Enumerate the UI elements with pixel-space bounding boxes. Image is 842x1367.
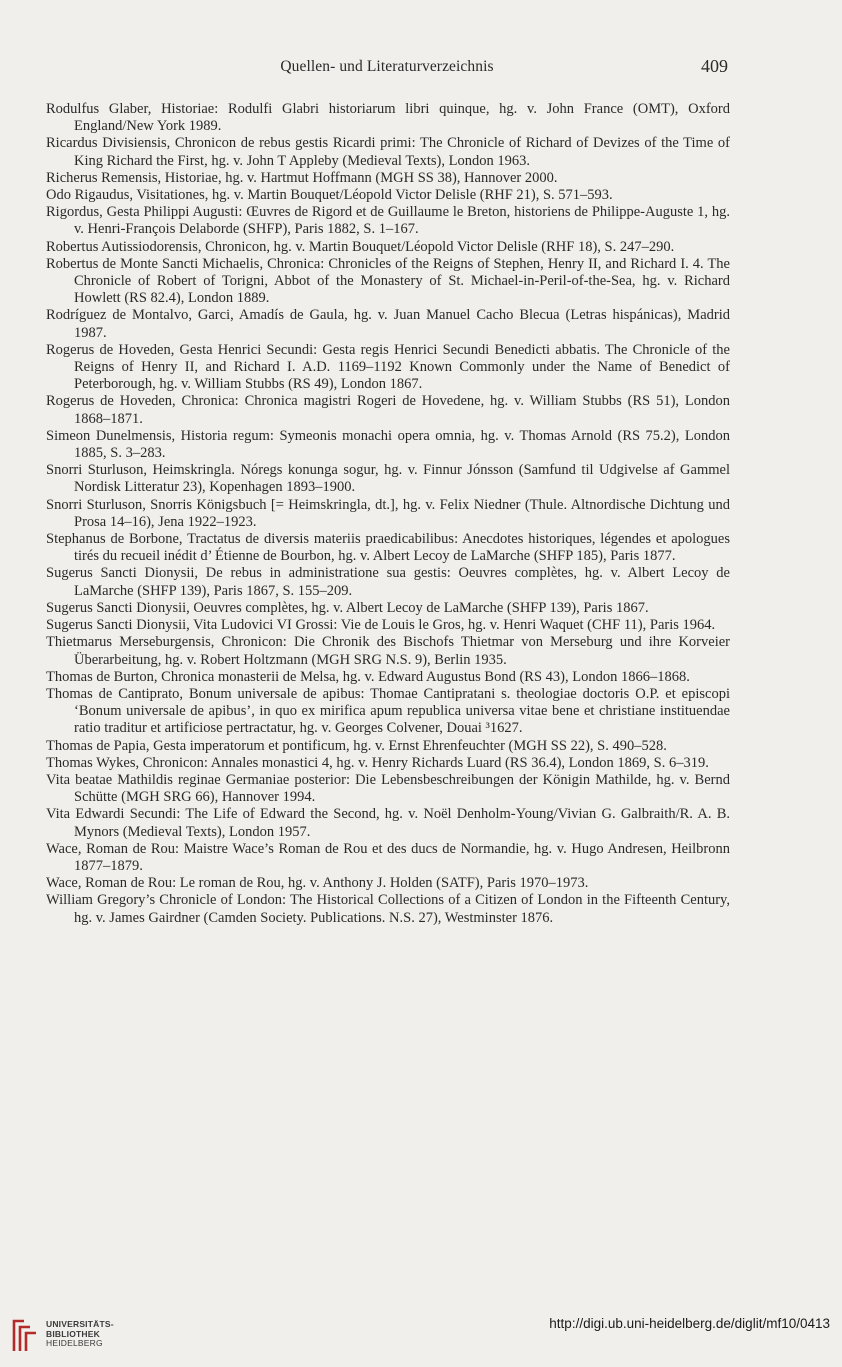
- running-title: Quellen- und Literaturverzeichnis: [280, 58, 494, 75]
- bibliography-entry: Thietmarus Merseburgensis, Chronicon: Die Chronik des Bischofs Thietmar von Merseburg und ihre Korveier Überarbeitung, hg. v. Robert Holtzmann (MGH SRG N.S. 9), Berlin 1935.: [46, 634, 730, 668]
- bibliography-entry: Sugerus Sancti Dionysii, De rebus in administratione sua gestis: Oeuvres complètes, hg. v. Albert Lecoy de LaMarche (SHFP 139), Paris 1867, S. 155–209.: [46, 565, 730, 599]
- bibliography-entry: Rigordus, Gesta Philippi Augusti: Œuvres de Rigord et de Guillaume le Breton, historiens de Philippe-Auguste 1, hg. v. Henri-François Delaborde (SHFP), Paris 1882, S. 1–167.: [46, 204, 730, 238]
- bibliography-list: [46, 101, 730, 927]
- bibliography-entry: Thomas de Burton, Chronica monasterii de Melsa, hg. v. Edward Augustus Bond (RS 43), London 1866–1868.: [46, 668, 690, 685]
- bibliography-entry: Odo Rigaudus, Visitationes, hg. v. Martin Bouquet/Léopold Victor Delisle (RHF 21), S. 571–593.: [46, 187, 613, 204]
- page-header: [46, 56, 728, 82]
- bibliography-entry: Snorri Sturluson, Heimskringla. Nóregs konunga sogur, hg. v. Finnur Jónsson (Samfund til Udgivelse af Gammel Nordisk Litteratur 23), Kopenhagen 1893–1900.: [46, 462, 730, 496]
- bibliography-entry: Richerus Remensis, Historiae, hg. v. Hartmut Hoffmann (MGH SS 38), Hannover 2000.: [46, 169, 558, 186]
- bibliography-entry: Vita Edwardi Secundi: The Life of Edward the Second, hg. v. Noël Denholm-Young/Vivian G. Galbraith/R. A. B. Mynors (Medieval Texts), London 1957.: [46, 806, 730, 840]
- source-url-link[interactable]: http://digi.ub.uni-heidelberg.de/diglit/mf10/0413: [549, 1316, 830, 1331]
- bibliography-entry: Rogerus de Hoveden, Chronica: Chronica magistri Rogeri de Hovedene, hg. v. William Stubbs (RS 51), London 1868–1871.: [46, 393, 730, 427]
- bibliography-entry: Thomas de Papia, Gesta imperatorum et pontificum, hg. v. Ernst Ehrenfeuchter (MGH SS 22), S. 490–528.: [46, 737, 667, 754]
- logo-mark: [14, 1321, 36, 1351]
- bibliography-entry: Thomas Wykes, Chronicon: Annales monastici 4, hg. v. Henry Richards Luard (RS 36.4), London 1869, S. 6–319.: [46, 754, 709, 771]
- bibliography-entry: Wace, Roman de Rou: Maistre Wace’s Roman de Rou et des ducs de Normandie, hg. v. Hugo Andresen, Heilbronn 1877–1879.: [46, 840, 730, 874]
- bibliography-entry: William Gregory’s Chronicle of London: The Historical Collections of a Citizen of London in the Fifteenth Century, hg. v. James Gairdner (Camden Society. Publications. N.S. 27), Westminster 1876.: [46, 892, 730, 926]
- bibliography-entry: Vita beatae Mathildis reginae Germaniae posterior: Die Lebensbeschreibungen der Königin Mathilde, hg. v. Bernd Schütte (MGH SRG 66), Hannover 1994.: [46, 771, 730, 806]
- bibliography-entry: Sugerus Sancti Dionysii, Oeuvres complètes, hg. v. Albert Lecoy de LaMarche (SHFP 139), Paris 1867.: [46, 599, 649, 616]
- bibliography-entry: Rodulfus Glaber, Historiae: Rodulfi Glabri historiarum libri quinque, hg. v. John France (OMT), Oxford England/New York 1989.: [46, 101, 730, 135]
- bibliography-entry: Robertus de Monte Sancti Michaelis, Chronica: Chronicles of the Reigns of Stephen, Henry II, and Richard I. 4. The Chronicle of Robert of Torigni, Abbot of the Monastery of St. Michael-in-Peril-of-the-Sea, hg. v. Richard Howlett (RS 82.4), London 1889.: [46, 255, 730, 307]
- library-name-line: HEIDELBERG: [46, 1338, 103, 1348]
- library-name: [46, 1320, 114, 1349]
- library-name-line: UNIVERSITÄTS-: [46, 1319, 114, 1329]
- bibliography-entry: Ricardus Divisiensis, Chronicon de rebus gestis Ricardi primi: The Chronicle of Richard of Devizes of the Time of King Richard the First, hg. v. John T Appleby (Medieval Texts), London 1963.: [46, 135, 730, 169]
- page-footer: [0, 1300, 842, 1367]
- bibliography-entry: Sugerus Sancti Dionysii, Vita Ludovici VI Grossi: Vie de Louis le Gros, hg. v. Henri Waquet (CHF 11), Paris 1964.: [46, 617, 716, 634]
- bibliography-entry: Snorri Sturluson, Snorris Königsbuch [= Heimskringla, dt.], hg. v. Felix Niedner (Thule. Altnordische Dichtung und Prosa 14–16), Jena 1922–1923.: [46, 496, 730, 530]
- bibliography-entry: Simeon Dunelmensis, Historia regum: Symeonis monachi opera omnia, hg. v. Thomas Arnold (RS 75.2), London 1885, S. 3–283.: [46, 427, 730, 462]
- bibliography-entry: Robertus Autissiodorensis, Chronicon, hg. v. Martin Bouquet/Léopold Victor Delisle (RHF 18), S. 247–290.: [46, 238, 675, 255]
- bibliography-entry: Rodríguez de Montalvo, Garci, Amadís de Gaula, hg. v. Juan Manuel Cacho Blecua (Letras hispánicas), Madrid 1987.: [46, 307, 730, 341]
- bibliography-entry: Rogerus de Hoveden, Gesta Henrici Secundi: Gesta regis Henrici Secundi Benedicti abbatis. The Chronicle of the Reigns of Henry II, and Richard I. A.D. 1169–1192 Known Commonly under the Name of Benedict of Peterborough, hg. v. William Stubbs (RS 49), London 1867.: [46, 341, 730, 393]
- library-name-line: BIBLIOTHEK: [46, 1328, 100, 1339]
- university-library-logo-icon: [10, 1315, 40, 1355]
- page-number: 409: [701, 56, 728, 76]
- bibliography-entry: Thomas de Cantiprato, Bonum universale de apibus: Thomae Cantipratani s. theologiae doctoris O.P. et episcopi ‘Bonum universale de apibus’, in quo ex mirifica apum republica universa vitae bene et christiane instituendae ratio traditur et artificiose pertractatur, hg. v. Georges Colvener, Douai ³1627.: [46, 685, 730, 737]
- bibliography-entry: Wace, Roman de Rou: Le roman de Rou, hg. v. Anthony J. Holden (SATF), Paris 1970–1973.: [46, 875, 589, 892]
- bibliography-entry: Stephanus de Borbone, Tractatus de diversis materiis praedicabilibus: Anecdotes historiques, légendes et apologues tirés du recueil inédit d’ Étienne de Bourbon, hg. v. Albert Lecoy de LaMarche (SHFP 185), Paris 1877.: [46, 531, 730, 565]
